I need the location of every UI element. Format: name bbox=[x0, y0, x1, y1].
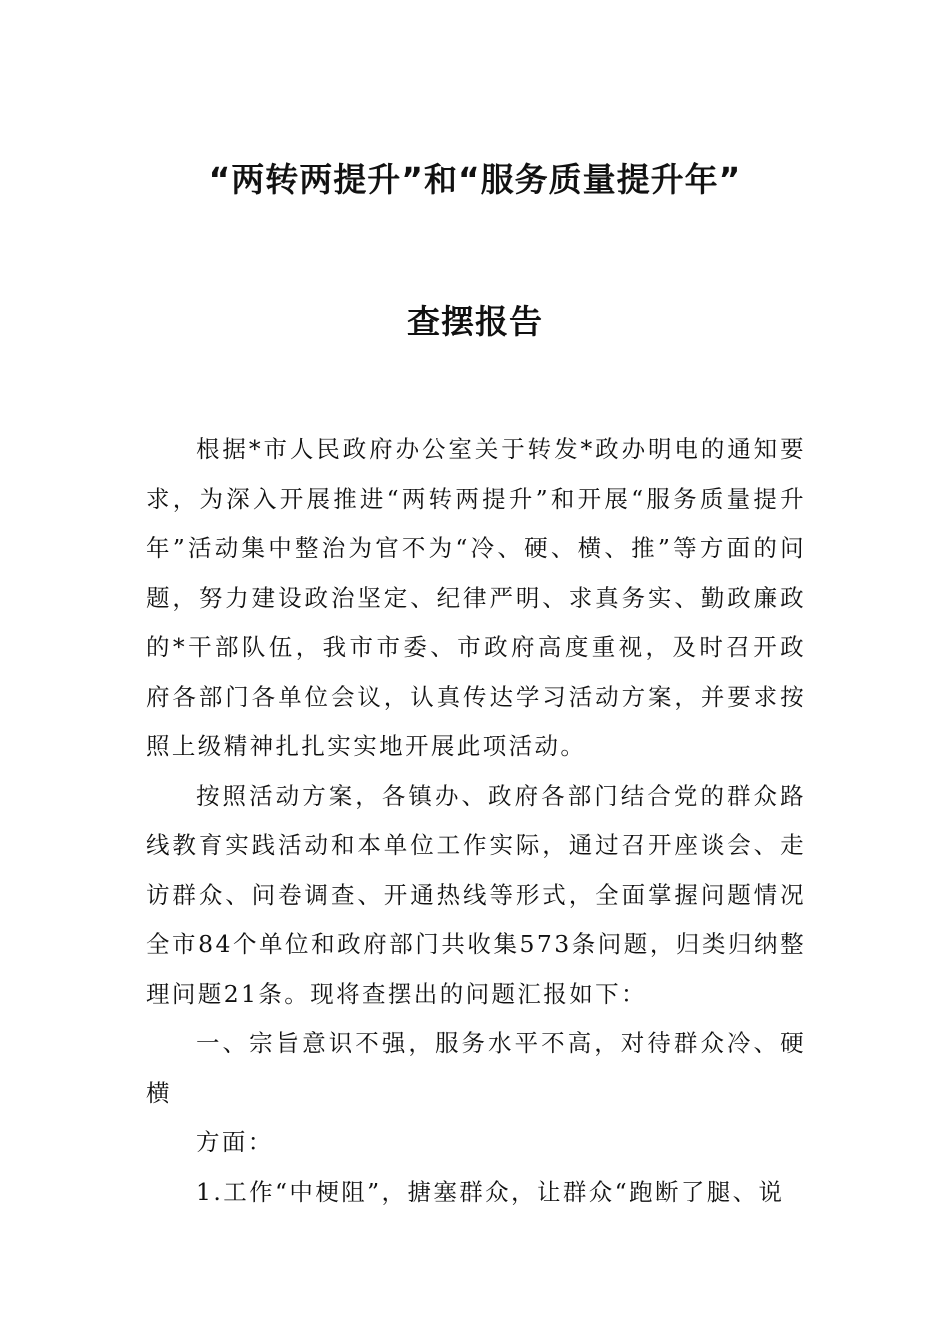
document-title-line-2: 查摆报告 bbox=[407, 302, 543, 341]
paragraph-intro: 根据*市人民政府办公室关于转发*政办明电的通知要求，为深入开展推进“两转两提升”和开展“服务质量提升年”活动集中整治为官不为“冷、硬、横、推”等方面的问题，努力建设政治坚定、纪律严明、求真务实、勤政廉政的*干部队伍，我市市委、市政府高度重视，及时召开政府各部门各单位会议，认真传达学习活动方案，并要求按照上级精神扎扎实实地开展此项活动。 bbox=[146, 435, 806, 760]
document-body bbox=[146, 425, 806, 1217]
section-heading-1: 一、宗旨意识不强，服务水平不高，对待群众冷、硬横 bbox=[146, 1029, 806, 1107]
paragraph-activity-plan: 按照活动方案，各镇办、政府各部门结合党的群众路线教育实践活动和本单位工作实际，通过召开座谈会、走访群众、问卷调查、开通热线等形式，全面掌握问题情况全市84个单位和政府部门共收集573条问题，归类归纳整理问题21条。现将查摆出的问题汇报如下： bbox=[146, 781, 806, 1008]
list-item-1: 1.工作“中梗阻”，搪塞群众，让群众“跑断了腿、说 bbox=[196, 1177, 785, 1206]
document-title-line-1: “两转两提升”和“服务质量提升年” bbox=[208, 160, 742, 199]
section-heading-1-continued: 方面： bbox=[196, 1128, 274, 1156]
